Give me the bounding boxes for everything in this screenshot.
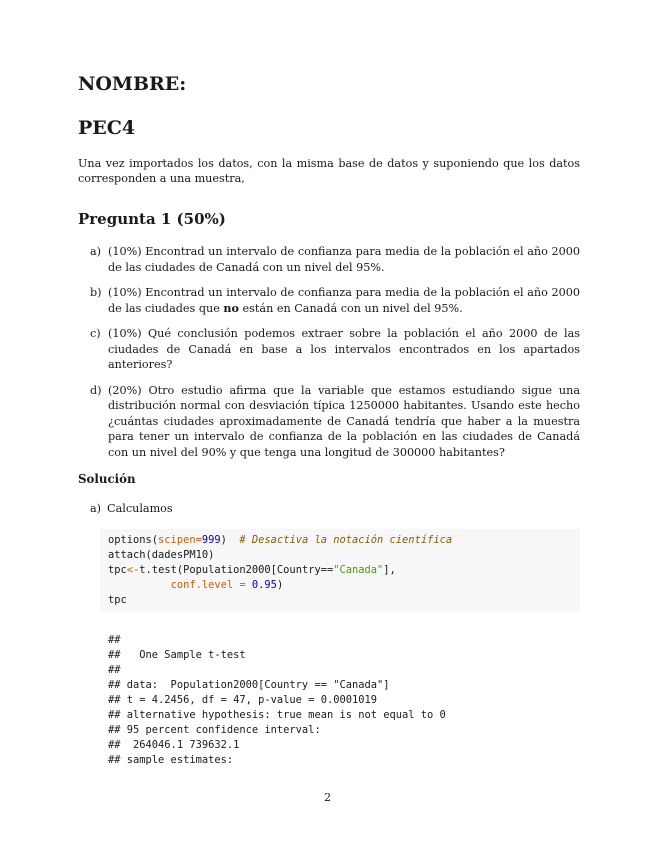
code-line: attach(dadesPM10) — [108, 549, 215, 561]
question-item-a — [78, 244, 580, 275]
name-heading: NOMBRE: — [78, 73, 187, 95]
code-token: options( — [108, 534, 159, 546]
question-marker: c) — [90, 327, 101, 340]
code-token: scipen= — [158, 534, 202, 546]
code-token: ) — [276, 579, 284, 591]
output-line: ## One Sample t-test — [108, 649, 246, 661]
question-text: están en Canadá con un nivel del 95%. — [239, 301, 463, 315]
question-text: (10%) Encontrad un intervalo de confianza para media de la población el año 2000 de las ciudades de Canadá con un nivel del 95%. — [108, 245, 580, 274]
code-token: ], — [383, 564, 396, 576]
code-comment: # Desactiva la notación científica — [239, 534, 453, 546]
question-marker: d) — [90, 383, 102, 397]
assignment-title: PEC4 — [78, 117, 136, 139]
output-line: ## — [108, 664, 121, 676]
code-token: 999 — [201, 534, 221, 546]
question-text: (10%) Encontrad un intervalo de confianza para media de la población el año 2000 de las ciudades que — [108, 286, 580, 315]
output-line: ## 264046.1 739632.1 — [108, 739, 240, 751]
code-line — [108, 563, 572, 578]
question-item-b — [78, 285, 580, 316]
code-token: <- — [126, 564, 140, 576]
code-token: conf.level = — [170, 579, 246, 591]
code-token: tpc — [108, 564, 127, 576]
question-text: (10%) Qué conclusión podemos extraer sobre la población el año 2000 de las ciudades de Canadá en base a los intervalos encontrados en los apartados anteriores? — [108, 327, 580, 371]
code-block — [100, 529, 580, 611]
solution-text: Calculamos — [107, 502, 173, 515]
output-line: ## t = 4.2456, df = 47, p-value = 0.0001019 — [108, 694, 377, 706]
output-line: ## — [108, 634, 121, 646]
output-line: ## data: Population2000[Country == "Canada"] — [108, 679, 390, 691]
code-token: t.test(Population2000[Country== — [139, 564, 334, 576]
page-number: 2 — [323, 791, 332, 804]
question-emphasis: no — [223, 300, 239, 315]
code-line — [108, 578, 572, 593]
code-token: "Canada" — [333, 564, 384, 576]
solution-marker: a) — [90, 502, 102, 515]
code-line — [108, 533, 572, 548]
question-marker: b) — [90, 286, 102, 299]
output-line: ## sample estimates: — [108, 754, 234, 766]
code-token: 0.95 — [251, 579, 277, 591]
question-list — [78, 244, 580, 470]
output-line: ## 95 percent confidence interval: — [108, 724, 321, 736]
code-line: tpc — [108, 594, 127, 606]
intro-paragraph: Una vez importados los datos, con la misma base de datos y suponiendo que los datos corresponden a una muestra, — [78, 157, 580, 185]
code-token: ) — [220, 534, 227, 546]
output-line: ## alternative hypothesis: true mean is not equal to 0 — [108, 709, 446, 721]
question-item-d — [78, 383, 580, 461]
solution-heading: Solución — [78, 472, 136, 486]
question-marker: a) — [90, 245, 102, 258]
r-output — [108, 633, 446, 768]
question-text: (20%) Otro estudio afirma que la variable que estamos estudiando sigue una distribución normal con desviación típica 1250000 habitantes. Usando este hecho ¿cuántas ciudades aproximadamente de Canadá tendría que haber a la muestra para tener un intervalo de confianza de la población en las ciudades de Canadá con un nivel del 90% y que tenga una longitud de 300000 habitantes? — [108, 383, 580, 459]
question-heading: Pregunta 1 (50%) — [78, 210, 226, 228]
question-item-c — [78, 326, 580, 373]
solution-item-a — [90, 502, 173, 515]
